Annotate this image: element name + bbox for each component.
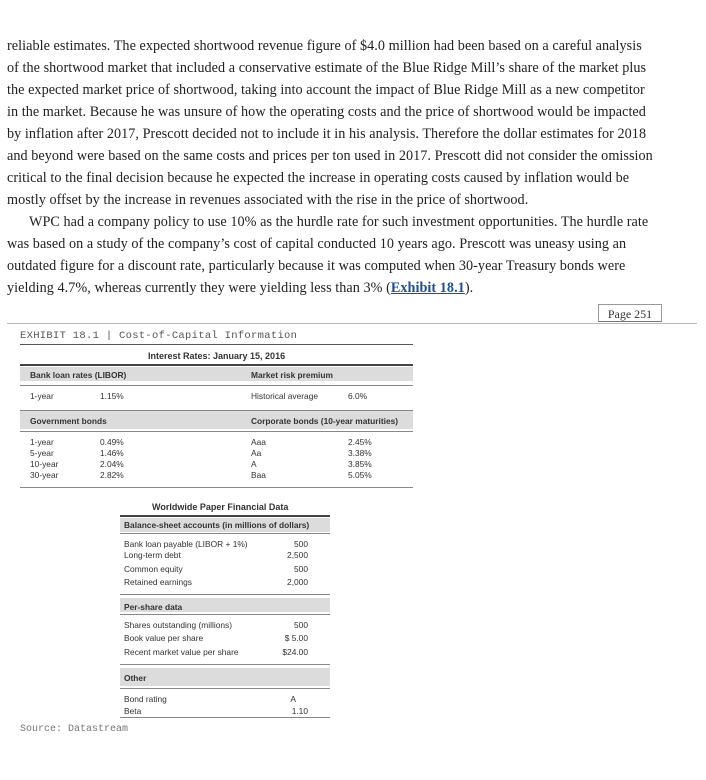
balance-sheet-header: Balance-sheet accounts (in millions of dollars) (124, 520, 310, 530)
balance-value: 2,000 (287, 577, 308, 587)
per-share-header: Per-share data (124, 602, 183, 612)
gov-bond-value: 0.49% (100, 437, 124, 447)
other-value: A (290, 694, 296, 704)
corp-bond-label: Aaa (251, 437, 266, 447)
section-header-bar (120, 668, 330, 686)
corp-bond-value: 3.85% (348, 459, 372, 469)
text-suffix: ). (464, 280, 474, 296)
balance-value: 500 (294, 564, 308, 574)
text-line: the expected market price of shortwood, taking into account the impact of Blue Ridge Mill as a new competitor (7, 82, 645, 98)
market-risk-header: Market risk premium (251, 370, 333, 380)
table-rule (120, 515, 330, 517)
balance-label: Retained earnings (124, 577, 192, 587)
text-line: was based on a study of the company’s cost of capital conducted 10 years ago. Prescott was uneasy using an (7, 236, 627, 252)
text-line: in the market. Because he was unsure of how the operating costs and the price of shortwood would be impacted (7, 104, 646, 120)
table-rule (120, 594, 330, 595)
other-label: Bond rating (124, 694, 167, 704)
text-line: and beyond were based on the same costs and prices per ton used in 2017. Prescott did not consider the omission (7, 148, 653, 164)
worldwide-paper-title: Worldwide Paper Financial Data (152, 502, 289, 512)
gov-bond-label: 5-year (30, 448, 54, 458)
source-note: Source: Datastream (20, 724, 129, 735)
market-risk-label: Historical average (251, 391, 319, 401)
per-share-label: Book value per share (124, 633, 204, 643)
text-line: WPC had a company policy to use 10% as the hurdle rate for such investment opportunities. The hurdle rate (29, 214, 649, 230)
per-share-value: $24.00 (282, 647, 308, 657)
other-value: 1.10 (291, 706, 308, 716)
corp-bond-value: 3.38% (348, 448, 372, 458)
corp-bond-value: 2.45% (348, 437, 372, 447)
interest-rates-title: Interest Rates: January 15, 2016 (148, 351, 286, 361)
gov-bond-label: 1-year (30, 437, 54, 447)
table-rule (120, 614, 330, 615)
text-line: of the shortwood market that included a conservative estimate of the Blue Ridge Mill’s share of the market plus (7, 60, 647, 76)
table-rule (20, 385, 413, 386)
table-rule (120, 533, 330, 534)
corp-bond-label: Aa (251, 448, 262, 458)
gov-bond-value: 2.04% (100, 459, 124, 469)
table-rule (120, 717, 330, 718)
table-rule (20, 431, 413, 432)
bank-loan-value: 1.15% (100, 391, 124, 401)
exhibit-18-1-link[interactable]: Exhibit 18.1 (390, 280, 465, 296)
corp-bond-label: Baa (251, 470, 266, 480)
exhibit-title: EXHIBIT 18.1 | Cost-of-Capital Information (20, 330, 298, 342)
market-risk-value: 6.0% (348, 391, 368, 401)
table-rule (120, 664, 330, 665)
corp-bond-label: A (251, 459, 257, 469)
text-line: outdated figure for a discount rate, particularly because it was computed when 30-year Treasury bonds were (7, 258, 626, 274)
balance-value: 500 (294, 539, 308, 549)
per-share-value: 500 (294, 620, 308, 630)
page-number-badge: Page 251 (598, 304, 662, 322)
balance-value: 2,500 (287, 550, 308, 560)
balance-label: Common equity (124, 564, 183, 574)
text-line: reliable estimates. The expected shortwood revenue figure of $4.0 million had been based on a careful analysis (7, 38, 642, 54)
per-share-label: Recent market value per share (124, 647, 239, 657)
table-rule (20, 364, 413, 366)
bank-loan-header: Bank loan rates (LIBOR) (30, 370, 127, 380)
text-prefix: yielding 4.7%, whereas currently they were yielding less than 3% ( (7, 280, 391, 296)
gov-bond-label: 30-year (30, 470, 59, 480)
other-label: Beta (124, 706, 142, 716)
other-header: Other (124, 673, 147, 683)
balance-label: Bank loan payable (LIBOR + 1%) (124, 539, 248, 549)
text-line: by inflation after 2017, Prescott decided not to include it in his analysis. Therefore the dollar estimates for 2018 (7, 126, 647, 142)
gov-bond-label: 10-year (30, 459, 59, 469)
gov-bond-value: 2.82% (100, 470, 124, 480)
corporate-bonds-header: Corporate bonds (10-year maturities) (251, 416, 399, 426)
table-rule (20, 487, 413, 488)
gov-bond-value: 1.46% (100, 448, 124, 458)
per-share-value: $ 5.00 (284, 633, 308, 643)
text-line: critical to the final decision because he expected the increase in operating costs caused by inflation would be (7, 170, 630, 186)
government-bonds-header: Government bonds (30, 416, 107, 426)
per-share-label: Shares outstanding (millions) (124, 620, 232, 630)
table-rule (20, 410, 413, 411)
bank-loan-label: 1-year (30, 391, 54, 401)
text-line: mostly offset by the increase in revenues associated with the rise in the price of shortwood. (7, 192, 529, 208)
balance-label: Long-term debt (124, 550, 181, 560)
table-rule (120, 688, 330, 689)
corp-bond-value: 5.05% (348, 470, 372, 480)
